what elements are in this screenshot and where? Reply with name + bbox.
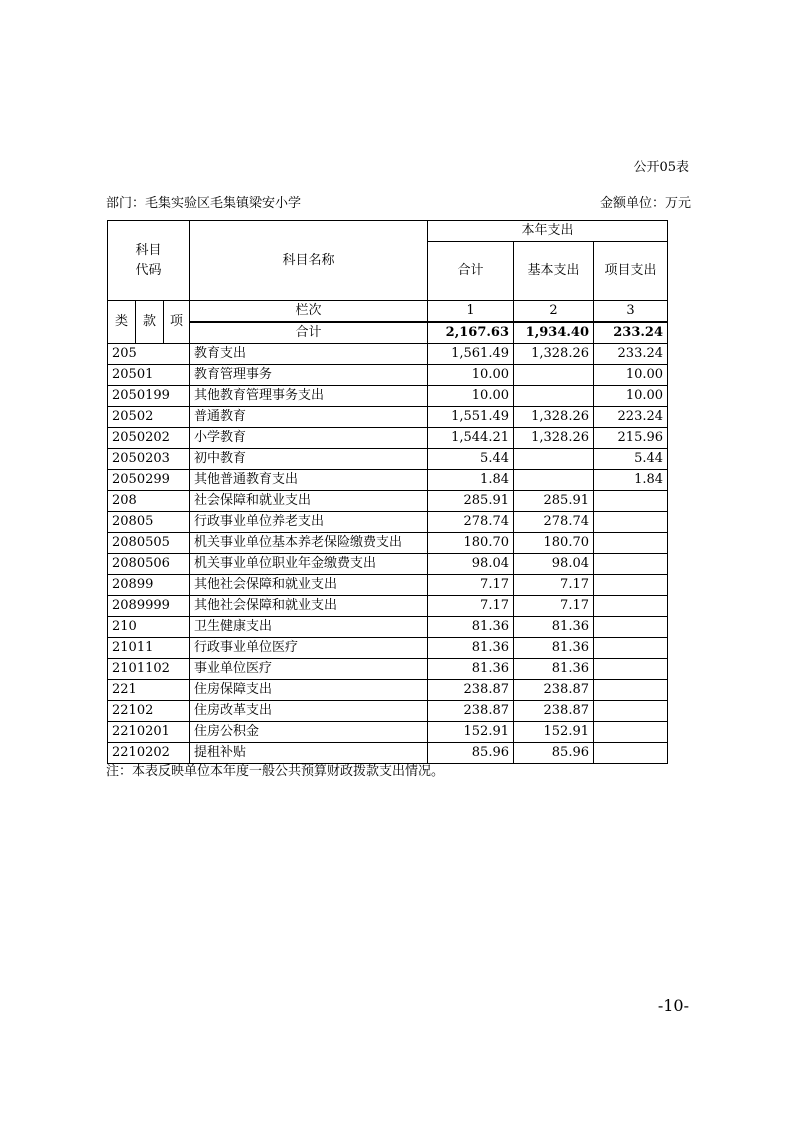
row-basic [514,386,594,407]
row-basic: 98.04 [514,554,594,575]
row-total: 81.36 [428,659,514,680]
table-row [108,617,668,638]
row-project: 223.24 [594,407,668,428]
table-row [108,428,668,449]
row-project [594,701,668,722]
header-row-1 [108,221,668,242]
col-index-2: 2 [514,301,594,323]
row-subject-name: 其他普通教育支出 [190,470,428,491]
row-subject-name: 社会保障和就业支出 [190,491,428,512]
code-header [108,221,190,301]
row-subject-name: 普通教育 [190,407,428,428]
table-row [108,533,668,554]
kuan-header: 款 [136,301,164,344]
row-project: 10.00 [594,365,668,386]
sum-project: 233.24 [594,322,668,344]
table-row [108,575,668,596]
row-subject-name: 住房公积金 [190,722,428,743]
row-total: 7.17 [428,596,514,617]
row-project: 215.96 [594,428,668,449]
row-basic [514,470,594,491]
row-basic: 81.36 [514,617,594,638]
row-total: 238.87 [428,701,514,722]
table-row [108,512,668,533]
row-total: 5.44 [428,449,514,470]
row-subject-name: 机关事业单位基本养老保险缴费支出 [190,533,428,554]
row-subject-name: 行政事业单位医疗 [190,638,428,659]
row-subject-name: 行政事业单位养老支出 [190,512,428,533]
row-basic [514,449,594,470]
row-subject-name: 初中教育 [190,449,428,470]
amount-unit-label: 金额单位：万元 [599,196,691,211]
row-subject-name: 其他社会保障和就业支出 [190,575,428,596]
row-basic: 1,328.26 [514,428,594,449]
row-subject-name: 教育支出 [190,344,428,365]
row-total: 81.36 [428,638,514,659]
row-total: 180.70 [428,533,514,554]
table-row [108,659,668,680]
col-index-3: 3 [594,301,668,323]
row-code: 20805 [108,512,190,533]
row-total: 81.36 [428,617,514,638]
expenditure-table [107,220,668,764]
row-total: 1.84 [428,470,514,491]
row-subject-name: 其他教育管理事务支出 [190,386,428,407]
name-header: 科目名称 [190,221,428,301]
row-basic: 85.96 [514,743,594,764]
row-basic: 180.70 [514,533,594,554]
row-total: 278.74 [428,512,514,533]
sum-row [108,322,668,344]
table-row [108,596,668,617]
row-subject-name: 住房改革支出 [190,701,428,722]
xiang-header: 项 [164,301,190,344]
row-code: 20501 [108,365,190,386]
row-code: 21011 [108,638,190,659]
year-expense-header: 本年支出 [428,221,668,242]
row-project: 10.00 [594,386,668,407]
row-project [594,596,668,617]
row-basic: 81.36 [514,638,594,659]
footnote: 注：本表反映单位本年度一般公共预算财政拨款支出情况。 [106,764,445,779]
row-code: 210 [108,617,190,638]
row-total: 85.96 [428,743,514,764]
row-total: 1,544.21 [428,428,514,449]
row-basic: 81.36 [514,659,594,680]
row-basic: 238.87 [514,680,594,701]
table-row [108,491,668,512]
table-row [108,554,668,575]
project-col-header: 项目支出 [594,242,668,301]
sum-label: 合计 [190,322,428,344]
row-code: 208 [108,491,190,512]
row-project [594,554,668,575]
table-row [108,680,668,701]
table-row [108,449,668,470]
row-basic [514,365,594,386]
row-subject-name: 卫生健康支出 [190,617,428,638]
row-code: 2210202 [108,743,190,764]
row-basic: 285.91 [514,491,594,512]
table-row [108,386,668,407]
row-basic: 1,328.26 [514,344,594,365]
row-project: 1.84 [594,470,668,491]
row-code: 2050299 [108,470,190,491]
table-row [108,365,668,386]
sum-total: 2,167.63 [428,322,514,344]
row-basic: 152.91 [514,722,594,743]
row-basic: 238.87 [514,701,594,722]
row-code: 2050199 [108,386,190,407]
row-project [594,533,668,554]
basic-col-header: 基本支出 [514,242,594,301]
table-row [108,638,668,659]
row-total: 1,561.49 [428,344,514,365]
row-basic: 7.17 [514,575,594,596]
row-total: 238.87 [428,680,514,701]
row-basic: 278.74 [514,512,594,533]
row-subject-name: 小学教育 [190,428,428,449]
row-subject-name: 其他社会保障和就业支出 [190,596,428,617]
row-code: 22102 [108,701,190,722]
row-basic: 7.17 [514,596,594,617]
row-code: 2080506 [108,554,190,575]
row-subject-name: 事业单位医疗 [190,659,428,680]
row-project [594,512,668,533]
row-basic: 1,328.26 [514,407,594,428]
column-index-row [108,301,668,323]
row-project [594,617,668,638]
row-total: 285.91 [428,491,514,512]
row-project [594,491,668,512]
col-index-1: 1 [428,301,514,323]
row-project [594,638,668,659]
row-code: 2210201 [108,722,190,743]
row-code: 2050203 [108,449,190,470]
row-code: 221 [108,680,190,701]
department-label: 部门：毛集实验区毛集镇梁安小学 [106,196,302,211]
code-header-line-1: 科目 [135,242,162,258]
row-project [594,680,668,701]
row-subject-name: 住房保障支出 [190,680,428,701]
sum-basic: 1,934.40 [514,322,594,344]
row-subject-name: 机关事业单位职业年金缴费支出 [190,554,428,575]
row-total: 152.91 [428,722,514,743]
row-code: 205 [108,344,190,365]
table-row [108,701,668,722]
row-project: 233.24 [594,344,668,365]
row-subject-name: 教育管理事务 [190,365,428,386]
table-row [108,344,668,365]
row-total: 98.04 [428,554,514,575]
row-code: 2050202 [108,428,190,449]
row-total: 7.17 [428,575,514,596]
row-project [594,722,668,743]
code-header-line-2: 代码 [135,262,162,278]
row-code: 20899 [108,575,190,596]
row-code: 20502 [108,407,190,428]
row-subject-name: 提租补贴 [190,743,428,764]
form-number: 公开05表 [633,160,689,175]
page-number: -10- [657,996,689,1015]
row-total: 1,551.49 [428,407,514,428]
row-project [594,659,668,680]
table-row [108,722,668,743]
row-project: 5.44 [594,449,668,470]
table-row [108,470,668,491]
table-row [108,407,668,428]
row-project [594,743,668,764]
row-total: 10.00 [428,386,514,407]
row-code: 2101102 [108,659,190,680]
row-project [594,575,668,596]
row-code: 2089999 [108,596,190,617]
lei-header: 类 [108,301,136,344]
row-code: 2080505 [108,533,190,554]
lanci-label: 栏次 [190,301,428,323]
total-col-header: 合计 [428,242,514,301]
row-total: 10.00 [428,365,514,386]
